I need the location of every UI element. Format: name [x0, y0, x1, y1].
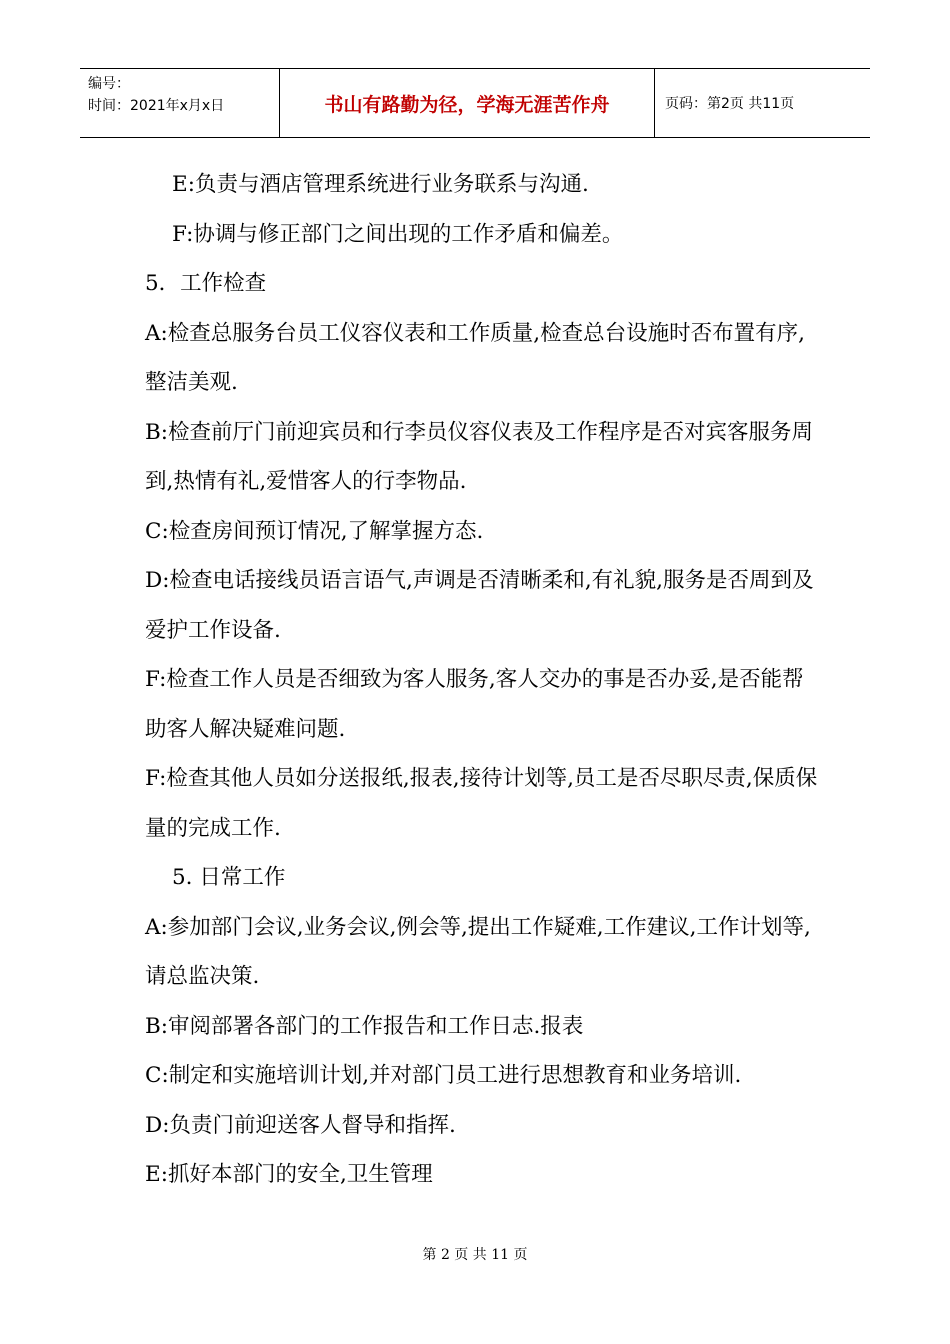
header-meta — [80, 69, 280, 137]
paragraph: A:参加部门会议,业务会议,例会等,提出工作疑难,工作建议,工作计划等,请总监决策. — [145, 914, 811, 989]
paragraph: F:检查其他人员如分送报纸,报表,接待计划等,员工是否尽职尽责,保质保量的完成工作. — [145, 766, 818, 841]
paragraph: B:检查前厅门前迎宾员和行李员仪容仪表及工作程序是否对宾客服务周到,热情有礼,爱惜客人的行李物品. — [145, 419, 814, 494]
section-heading: 5．工作检查 — [145, 271, 267, 296]
document-date: 时间：2021年x月x日 — [88, 98, 225, 114]
paragraph: F:协调与修正部门之间出现的工作矛盾和偏差。 — [172, 221, 624, 247]
header-page-number: 页码：第2页 共11页 — [665, 96, 795, 112]
paragraph: C:制定和实施培训计划,并对部门员工进行思想教育和业务培训. — [145, 1063, 742, 1088]
document-body — [145, 160, 825, 1200]
page-header — [80, 68, 870, 138]
paragraph: C:检查房间预订情况,了解掌握方态. — [145, 518, 484, 544]
paragraph: D:负责门前迎送客人督导和指挥. — [145, 1112, 456, 1138]
page-footer: 第 2 页 共 11 页 — [422, 1247, 528, 1263]
section-heading: 5. 日常工作 — [172, 865, 286, 890]
header-motto: 书山有路勤为径，学海无涯苦作舟 — [280, 69, 655, 137]
paragraph: A:检查总服务台员工仪容仪表和工作质量,检查总台设施时否布置有序,整洁美观. — [145, 320, 805, 395]
paragraph: E:负责与酒店管理系统进行业务联系与沟通. — [172, 172, 589, 197]
paragraph: B:审阅部署各部门的工作报告和工作日志.报表 — [145, 1013, 584, 1039]
paragraph: E:抓好本部门的安全,卫生管理 — [145, 1162, 433, 1187]
document-number-label: 编号： — [88, 76, 130, 92]
paragraph: F:检查工作人员是否细致为客人服务,客人交办的事是否办妥,是否能帮助客人解决疑难问题. — [145, 667, 804, 742]
paragraph: D:检查电话接线员语言语气,声调是否清晰柔和,有礼貌,服务是否周到及爱护工作设备. — [145, 568, 814, 643]
